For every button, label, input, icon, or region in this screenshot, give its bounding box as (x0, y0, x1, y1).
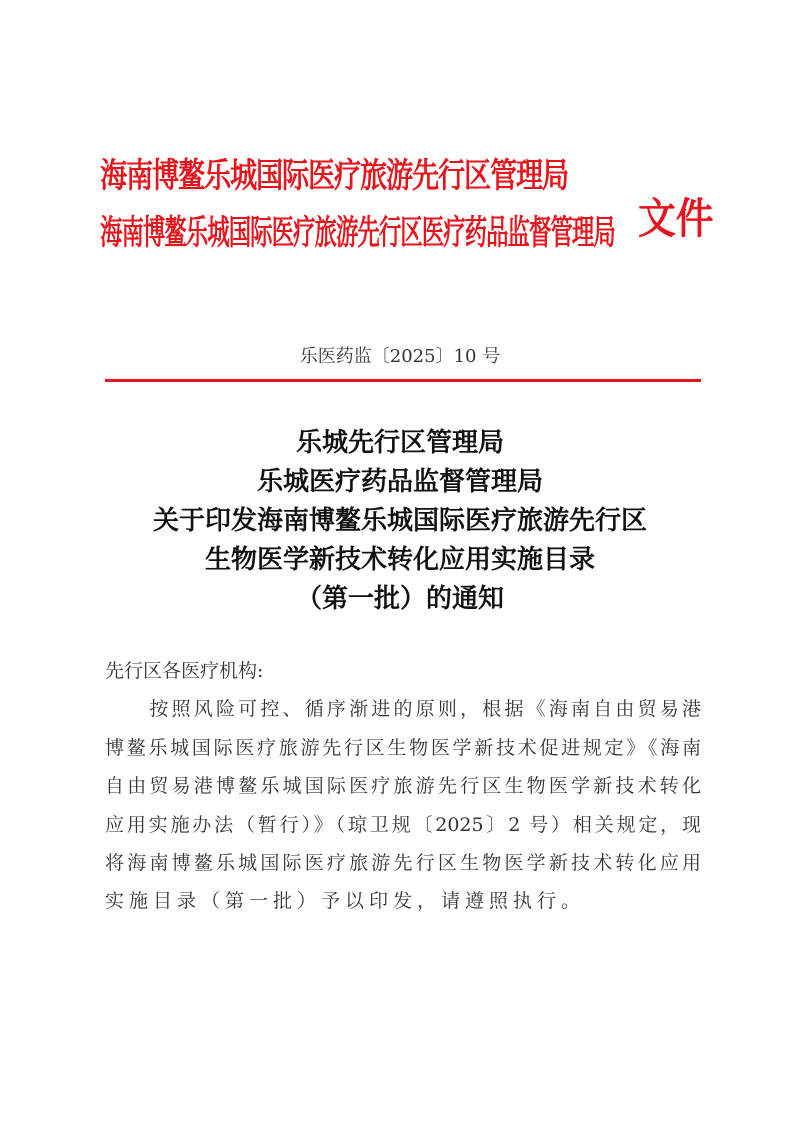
body-line: 自由贸易港博鳌乐城国际医疗旅游先行区生物医学新技术转化 (105, 775, 701, 797)
issuer-line-2: 海南博鳌乐城国际医疗旅游先行区医疗药品监督管理局 (100, 213, 615, 253)
body-line: 按照风险可控、循序渐进的原则，根据《海南自由贸易港 (105, 698, 701, 720)
body-line: 将海南博鳌乐城国际医疗旅游先行区生物医学新技术转化应用 (105, 852, 701, 874)
body-line: 应用实施办法（暂行）》（琼卫规〔2025〕2 号）相关规定，现 (105, 814, 701, 836)
red-divider (105, 379, 701, 382)
title-line: （第一批）的通知 (295, 584, 504, 614)
title-line: 生物医学新技术转化应用实施目录 (204, 545, 595, 575)
title-line: 乐城医疗药品监督管理局 (256, 467, 543, 497)
title-line: 乐城先行区管理局 (295, 428, 504, 458)
document-label: 文件 (638, 194, 714, 243)
title-line: 关于印发海南博鳌乐城国际医疗旅游先行区 (152, 506, 647, 536)
body-line: 博鳌乐城国际医疗旅游先行区生物医学新技术促进规定》《海南 (105, 737, 701, 759)
issuer-line-1: 海南博鳌乐城国际医疗旅游先行区管理局 (100, 156, 568, 196)
body-line: 实施目录（第一批）予以印发，请遵照执行。 (105, 890, 586, 912)
document-number: 乐医药监〔2025〕10 号 (299, 346, 501, 367)
salutation: 先行区各医疗机构: (105, 660, 264, 682)
